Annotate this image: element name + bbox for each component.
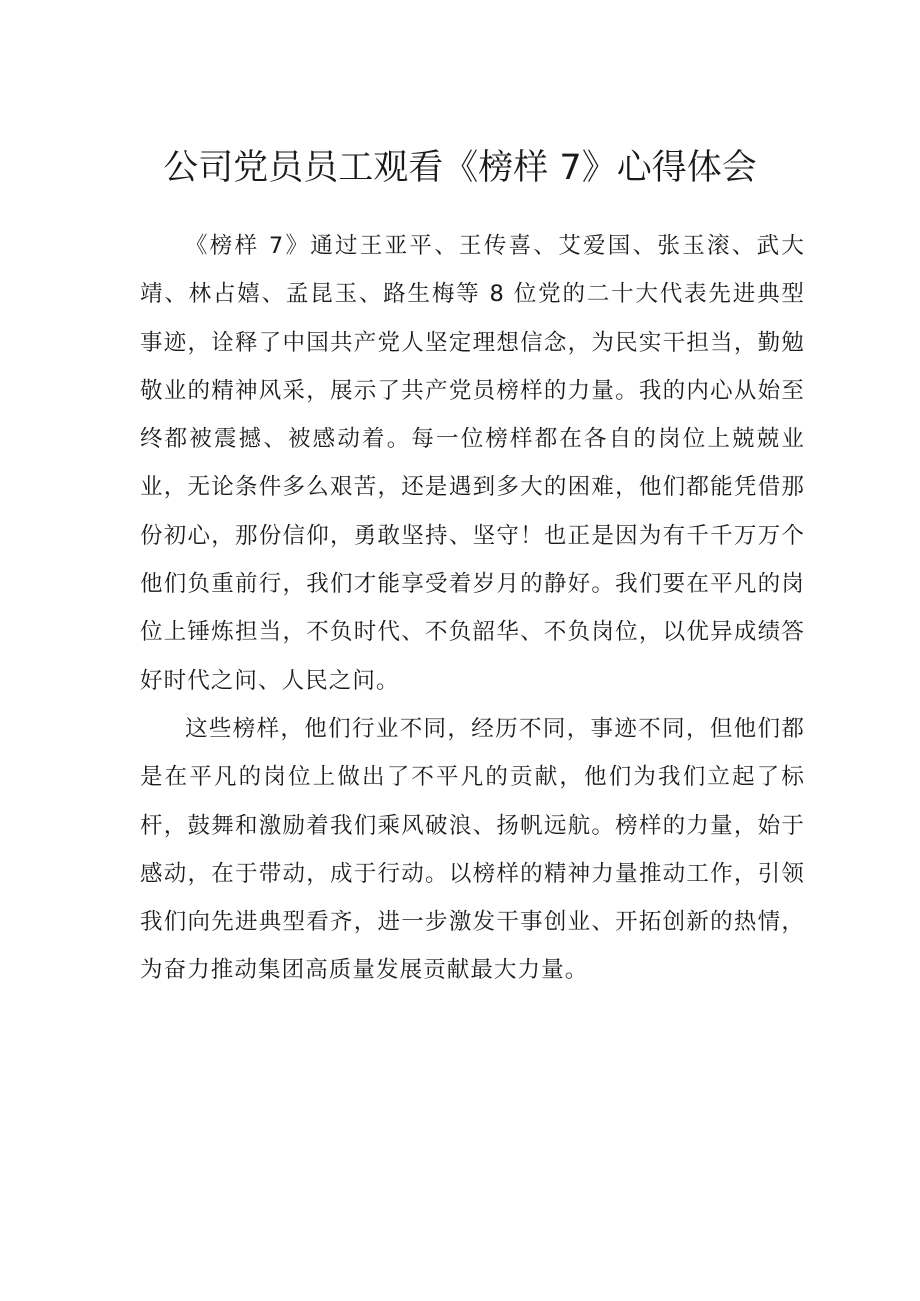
document-title: 公司党员员工观看《榜样 7》心得体会: [163, 148, 757, 188]
paragraph-1: 《榜样 7》通过王亚平、王传喜、艾爱国、张玉滚、武大靖、林占嬉、孟昆玉、路生梅等 8 位党的二十大代表先进典型事迹，诠释了中国共产党人坚定理想信念，为民实干担当，勤勉敬业的精神风采，展示了共产党员榜样的力量。我的内心从始至终都被震撼、被感动着。每一位榜样都在各自的岗位上兢兢业业，无论条件多么艰苦，还是遇到多大的困难，他们都能凭借那份初心，那份信仰，勇敢坚持、坚守！也正是因为有千千万万个他们负重前行，我们才能享受着岁月的静好。我们要在平凡的岗位上锤炼担当，不负时代、不负韶华、不负岗位，以优异成绩答好时代之问、人民之问。: [140, 233, 805, 694]
paragraph-2: 这些榜样，他们行业不同，经历不同，事迹不同，但他们都是在平凡的岗位上做出了不平凡的贡献，他们为我们立起了标杆，鼓舞和激励着我们乘风破浪、扬帆远航。榜样的力量，始于感动，在于带动，成于行动。以榜样的精神力量推动工作，引领我们向先进典型看齐，进一步激发干事创业、开拓创新的热情，为奋力推动集团高质量发展贡献最大力量。: [140, 715, 805, 984]
document-body: [140, 222, 805, 995]
